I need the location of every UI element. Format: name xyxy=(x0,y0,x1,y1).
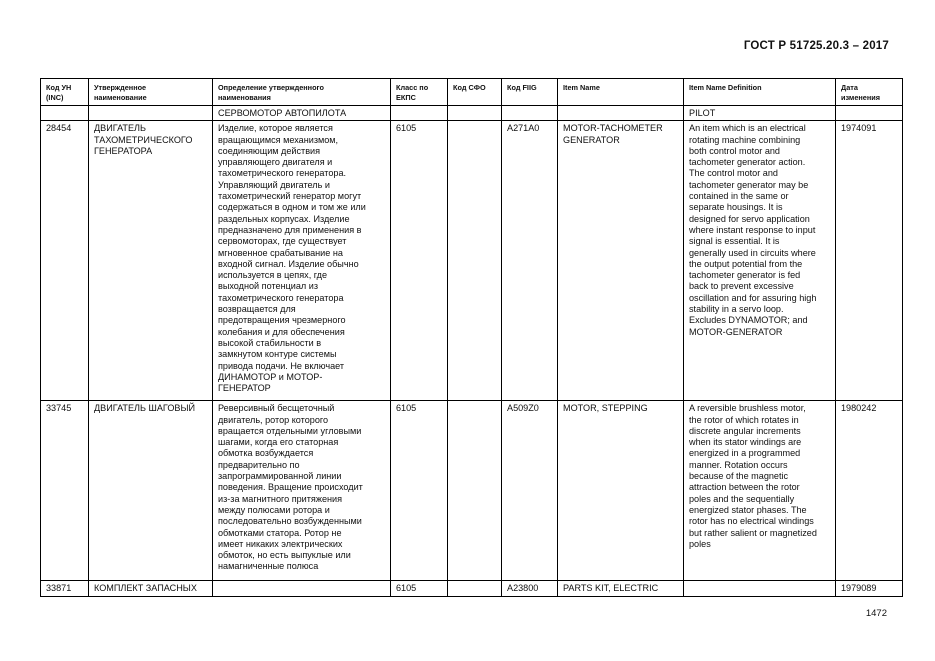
column-header-fiig: Код FIIG xyxy=(502,79,558,106)
cell-class: 6105 xyxy=(391,121,448,401)
catalog-table xyxy=(40,78,903,597)
cell-definition-en: A reversible brushless motor, the rotor of which rotates in discrete angular increments when its stator windings are energized in a programmed manner. Rotation occurs because of the magnetic attraction between the rotor poles and the sequentially energized stator phases. The rotor has no electrical windings but rather salient or magnetized poles xyxy=(684,401,836,581)
cell-name-ru xyxy=(89,106,213,121)
column-header-definition-en: Item Name Definition xyxy=(684,79,836,106)
column-header-name-ru: Утвержденное наименование xyxy=(89,79,213,106)
cell-name-ru: ДВИГАТЕЛЬ ТАХОМЕТРИЧЕСКОГО ГЕНЕРАТОРА xyxy=(89,121,213,401)
cell-item-name xyxy=(558,106,684,121)
cell-date: 1974091 xyxy=(836,121,903,401)
cell-inc xyxy=(41,106,89,121)
cell-sfo xyxy=(448,581,502,596)
cell-definition-en: PILOT xyxy=(684,106,836,121)
column-header-class: Класс по ЕКПС xyxy=(391,79,448,106)
table-row-continuation xyxy=(41,106,903,121)
page-number: 1472 xyxy=(865,608,887,619)
cell-sfo xyxy=(448,401,502,581)
cell-item-name: MOTOR-TACHOMETER GENERATOR xyxy=(558,121,684,401)
cell-date: 1980242 xyxy=(836,401,903,581)
cell-item-name: PARTS KIT, ELECTRIC xyxy=(558,581,684,596)
document-header: ГОСТ Р 51725.20.3 – 2017 xyxy=(743,40,889,52)
cell-fiig: A271A0 xyxy=(502,121,558,401)
column-header-date: Дата изменения xyxy=(836,79,903,106)
column-header-item-name: Item Name xyxy=(558,79,684,106)
cell-date: 1979089 xyxy=(836,581,903,596)
cell-inc: 28454 xyxy=(41,121,89,401)
cell-fiig: A509Z0 xyxy=(502,401,558,581)
cell-item-name: MOTOR, STEPPING xyxy=(558,401,684,581)
cell-name-ru: КОМПЛЕКТ ЗАПАСНЫХ xyxy=(89,581,213,596)
cell-inc: 33871 xyxy=(41,581,89,596)
table-row xyxy=(41,401,903,581)
cell-class: 6105 xyxy=(391,581,448,596)
cell-definition-ru xyxy=(213,581,391,596)
column-header-sfo: Код СФО xyxy=(448,79,502,106)
cell-definition-ru: Изделие, которое является вращающимся механизмом, соединяющим действия управляющего двигателя и тахометрического генератора. Управляющий двигатель и тахометрический генератор могут содержаться в одном и том же или раздельных корпусах. Изделие предназначено для применения в сервомоторах, где существует мгновенное срабатывание на входной сигнал. Изделие обычно используется в цепях, где выходной потенциал из тахометрического генератора возвращается для предотвращения чрезмерного колебания и для обеспечения высокой стабильности в замкнутом контуре системы привода подачи. Не включает ДИНАМОТОР и МОТОР- ГЕНЕРАТОР xyxy=(213,121,391,401)
cell-definition-ru: Реверсивный бесщеточный двигатель, ротор которого вращается отдельными угловыми шагами, когда его статорная обмотка возбуждается предварительно по запрограммированной линии поведения. Вращение происходит из-за магнитного притяжения между полюсами ротора и последовательно возбужденными обмотками статора. Ротор не имеет никаких электрических обмоток, но есть выпуклые или намагниченные полюса xyxy=(213,401,391,581)
column-header-inc: Код УН (INC) xyxy=(41,79,89,106)
cell-fiig: A23800 xyxy=(502,581,558,596)
table-row xyxy=(41,581,903,596)
column-header-definition-ru: Определение утвержденного наименования xyxy=(213,79,391,106)
cell-definition-en: An item which is an electrical rotating machine combining both control motor and tachometer generator action. The control motor and tachometer generator may be contained in the same or separate housings. It is designed for servo application where instant response to input signal is essential. It is generally used in circuits where the output potential from the tachometer generator is fed back to prevent excessive oscillation and for assuring high stability in a servo loop. Excludes DYNAMOTOR; and MOTOR-GENERATOR xyxy=(684,121,836,401)
cell-definition-en xyxy=(684,581,836,596)
table-row xyxy=(41,121,903,401)
cell-class: 6105 xyxy=(391,401,448,581)
cell-class xyxy=(391,106,448,121)
table-header-row xyxy=(41,79,903,106)
cell-inc: 33745 xyxy=(41,401,89,581)
cell-name-ru: ДВИГАТЕЛЬ ШАГОВЫЙ xyxy=(89,401,213,581)
cell-sfo xyxy=(448,121,502,401)
cell-fiig xyxy=(502,106,558,121)
cell-sfo xyxy=(448,106,502,121)
cell-date xyxy=(836,106,903,121)
cell-definition-ru: СЕРВОМОТОР АВТОПИЛОТА xyxy=(213,106,391,121)
